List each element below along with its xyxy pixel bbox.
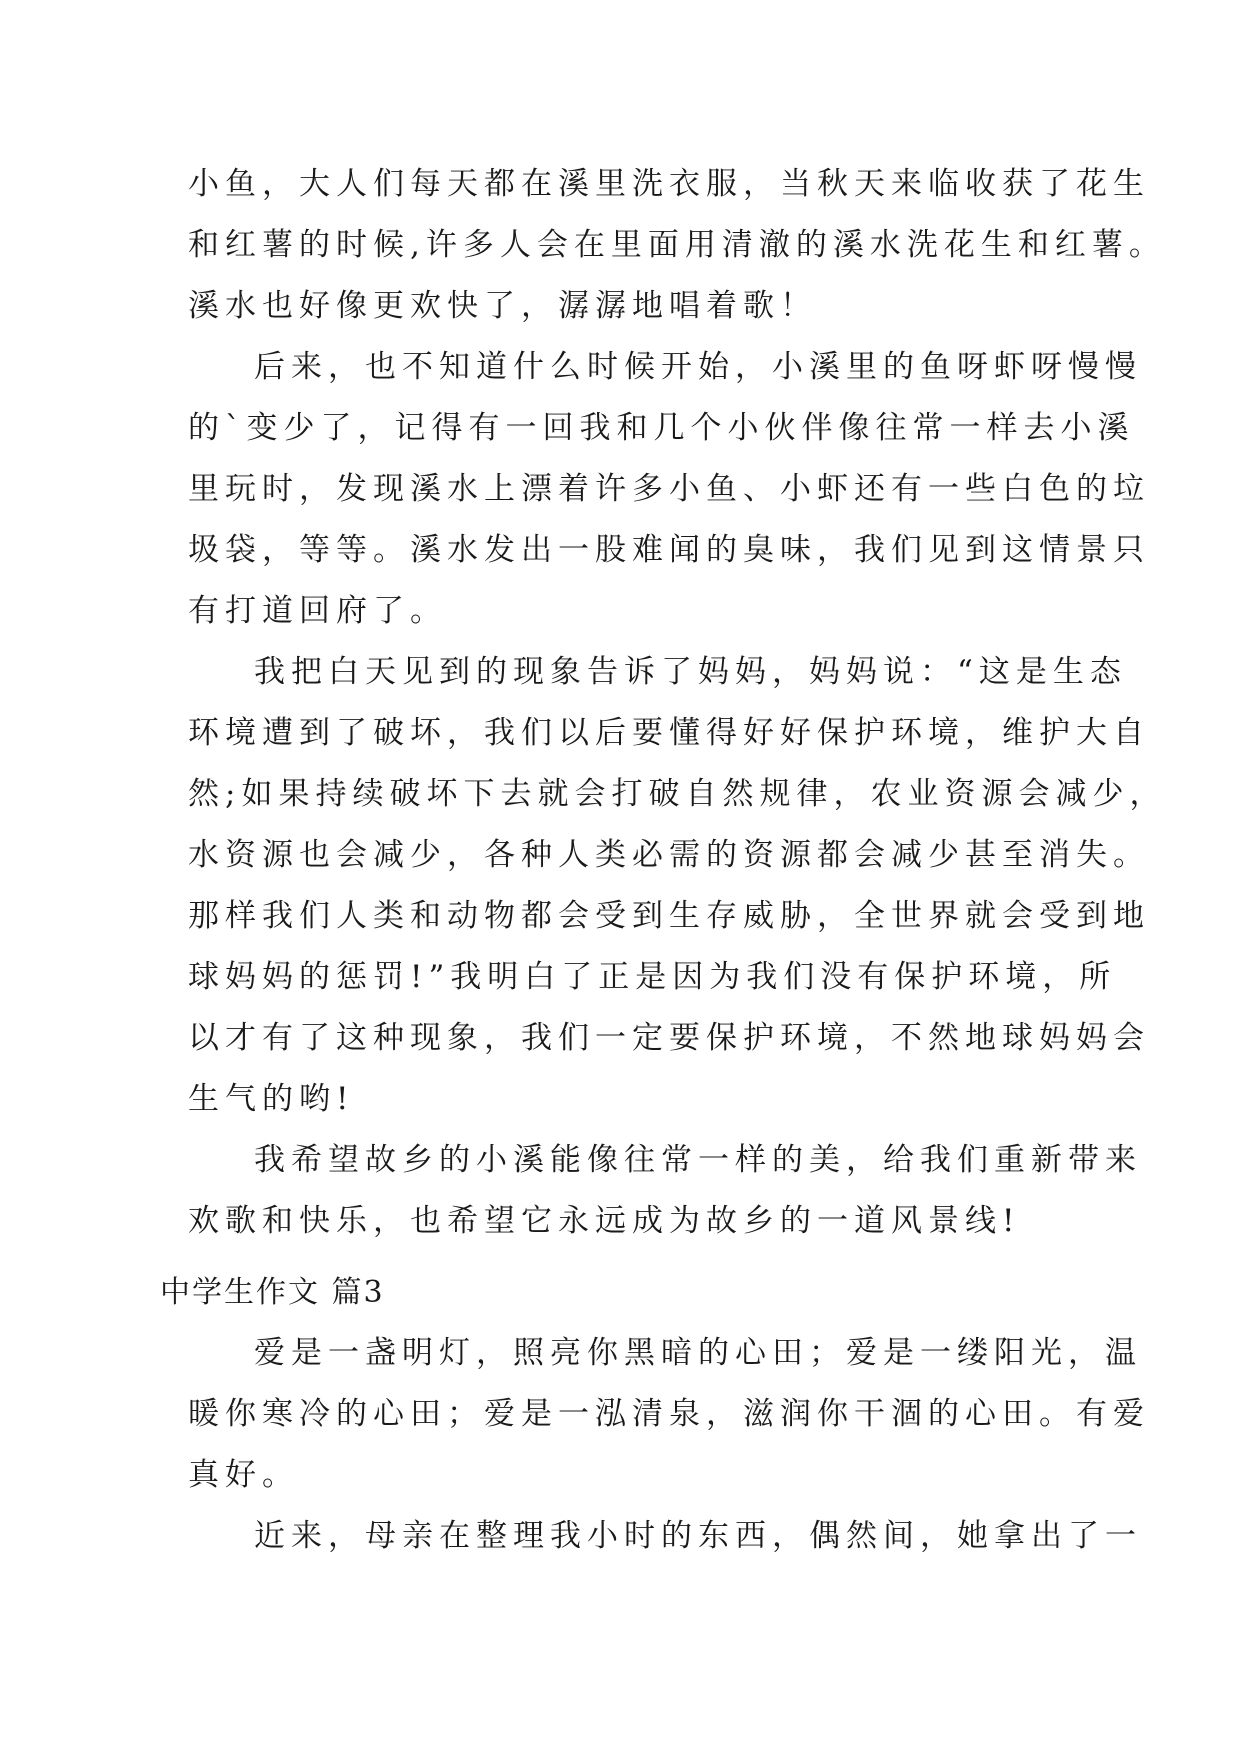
text-line: 暖你寒冷的心田；爱是一泓清泉，滋润你干涸的心田。有爱 (188, 1396, 1150, 1432)
text-line: 里玩时，发现溪水上漂着许多小鱼、小虾还有一些白色的垃 (188, 471, 1150, 507)
essay-section-3 (188, 1323, 1150, 1567)
text-line: 球妈妈的惩罚!”我明白了正是因为我们没有保护环境，所 (188, 959, 1117, 995)
paragraph-start-line: 我把白天见到的现象告诉了妈妈，妈妈说：“这是生态 (254, 654, 1127, 690)
paragraph-start-line: 我希望故乡的小溪能像往常一样的美，给我们重新带来 (254, 1142, 1142, 1178)
text-line: 小鱼，大人们每天都在溪里洗衣服，当秋天来临收获了花生 (188, 166, 1150, 202)
text-line: 有打道回府了。 (188, 593, 447, 629)
text-line: 环境遭到了破坏，我们以后要懂得好好保护环境，维护大自 (188, 715, 1150, 751)
text-line: 欢歌和快乐，也希望它永远成为故乡的一道风景线! (188, 1203, 1021, 1239)
paragraph-start-line: 近来，母亲在整理我小时的东西，偶然间，她拿出了一 (254, 1518, 1142, 1554)
paragraph-start-line: 爱是一盏明灯，照亮你黑暗的心田；爱是一缕阳光，温 (254, 1335, 1142, 1371)
text-line: 的`变少了，记得有一回我和几个小伙伴像往常一样去小溪 (188, 410, 1135, 446)
text-line: 圾袋，等等。溪水发出一股难闻的臭味，我们见到这情景只 (188, 532, 1150, 568)
text-line: 生气的哟! (188, 1081, 355, 1117)
text-line: 然;如果持续破坏下去就会打破自然规律，农业资源会减少， (188, 776, 1167, 812)
text-line: 水资源也会减少，各种人类必需的资源都会减少甚至消失。 (188, 837, 1150, 873)
paragraph-start-line: 后来，也不知道什么时候开始，小溪里的鱼呀虾呀慢慢 (254, 349, 1142, 385)
text-line: 那样我们人类和动物都会受到生存威胁，全世界就会受到地 (188, 898, 1150, 934)
text-line: 和红薯的时候,许多人会在里面用清澈的溪水洗花生和红薯。 (188, 227, 1166, 263)
essay-heading: 中学生作文 篇3 (160, 1275, 385, 1310)
text-line: 以才有了这种现象，我们一定要保护环境，不然地球妈妈会 (188, 1020, 1150, 1056)
essay-section-2-continued (188, 154, 1167, 1252)
text-line: 溪水也好像更欢快了，潺潺地唱着歌！ (188, 288, 817, 324)
text-line: 真好。 (188, 1457, 299, 1493)
